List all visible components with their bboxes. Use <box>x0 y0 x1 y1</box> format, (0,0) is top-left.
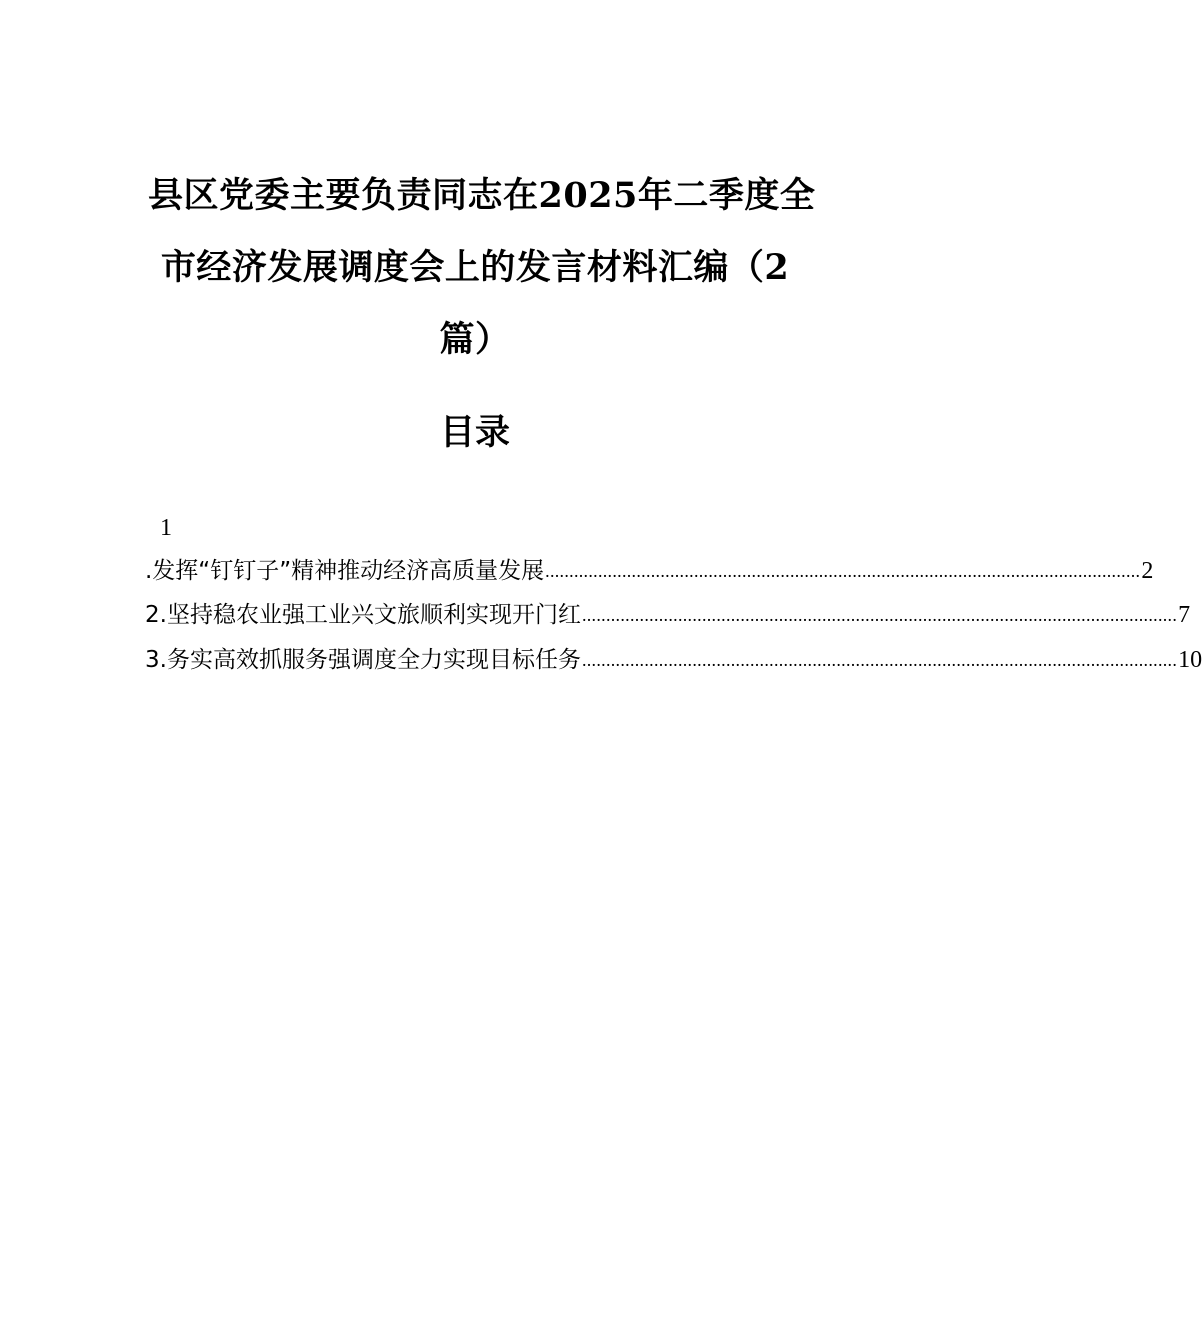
toc-entry-1[interactable] <box>145 554 1154 588</box>
title-line-2: 市经济发展调度会上的发言材料汇编（2 <box>160 247 790 288</box>
toc-entry-3-label: 3.务实高效抓服务强调度全力实现目标任务 <box>145 647 581 673</box>
title-line-1: 县区党委主要负责同志在2025年二季度全 <box>148 175 816 216</box>
toc-entry-3-page: 10 <box>1178 647 1202 673</box>
toc-entry-2-page: 7 <box>1178 602 1191 628</box>
toc-leader-dots: ............................................................................................................................ <box>545 561 1141 581</box>
toc-leader-dots: ............................................................................................................................ <box>581 605 1178 625</box>
toc-entry-1-label: .发挥“钉钉子”精神推动经济高质量发展 <box>145 558 545 584</box>
toc-heading: 目录 <box>439 412 510 453</box>
toc-entry-2-label: 2.坚持稳农业强工业兴文旅顺利实现开门红 <box>145 602 581 628</box>
toc-entry-1-number: 1 <box>160 515 172 541</box>
toc-entry-3[interactable] <box>145 643 1202 677</box>
document-title <box>148 160 816 376</box>
toc-entry-1-page: 2 <box>1141 558 1154 584</box>
toc-leader-dots: ............................................................................................................................ <box>581 650 1178 670</box>
title-line-3: 篇） <box>439 319 511 360</box>
toc-entry-2[interactable] <box>145 598 1191 632</box>
